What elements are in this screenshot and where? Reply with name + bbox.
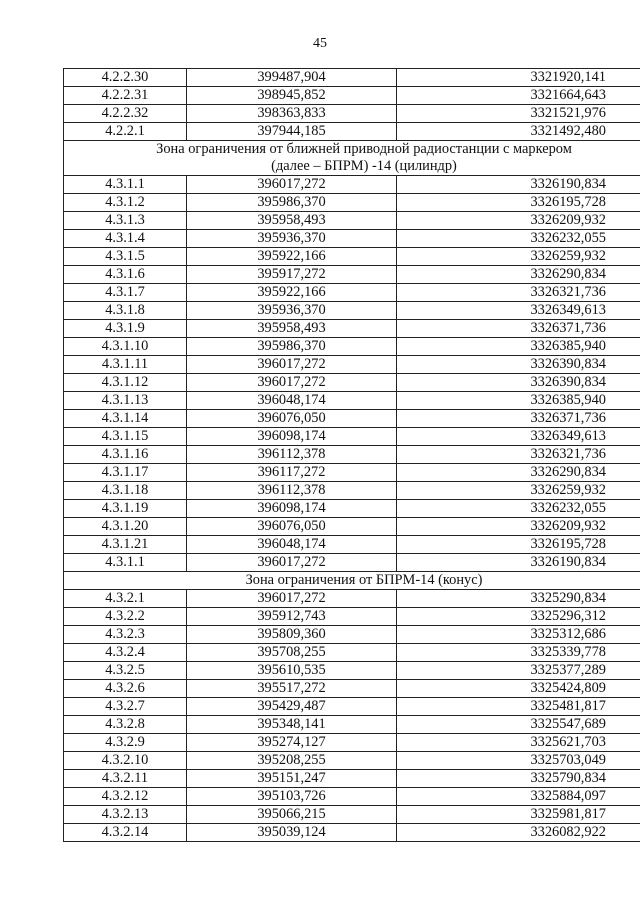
table-row [64,788,640,806]
table-row [64,482,640,500]
point-number-cell: 4.3.1.19 [64,500,187,518]
x-coordinate-cell: 395103,726 [187,788,397,806]
x-coordinate-cell: 395958,493 [187,320,397,338]
x-coordinate-cell: 395151,247 [187,770,397,788]
point-number-cell: 4.3.2.12 [64,788,187,806]
x-coordinate-cell: 395917,272 [187,266,397,284]
y-coordinate-cell: 3325703,049 [397,752,640,770]
table-row [64,500,640,518]
table-row [64,69,640,87]
table-row [64,644,640,662]
table-row [64,284,640,302]
point-number-cell: 4.3.1.13 [64,392,187,410]
page-number: 45 [313,36,327,51]
point-number-cell: 4.3.1.16 [64,446,187,464]
group-4-3-1-rows [64,176,640,572]
table-row [64,446,640,464]
y-coordinate-cell: 3326390,834 [397,356,640,374]
section-header-row [64,141,640,176]
section-title: Зона ограничения от БПРМ-14 (конус) [64,572,640,590]
x-coordinate-cell: 396017,272 [187,176,397,194]
point-number-cell: 4.3.2.2 [64,608,187,626]
x-coordinate-cell: 395912,743 [187,608,397,626]
y-coordinate-cell: 3326321,736 [397,446,640,464]
table-row [64,194,640,212]
x-coordinate-cell: 395958,493 [187,212,397,230]
table-row [64,734,640,752]
point-number-cell: 4.2.2.30 [64,69,187,87]
point-number-cell: 4.3.1.20 [64,518,187,536]
point-number-cell: 4.3.1.1 [64,554,187,572]
x-coordinate-cell: 395986,370 [187,338,397,356]
table-row [64,806,640,824]
x-coordinate-cell: 396112,378 [187,446,397,464]
x-coordinate-cell: 396017,272 [187,374,397,392]
y-coordinate-cell: 3321521,976 [397,105,640,123]
table-row [64,266,640,284]
y-coordinate-cell: 3326259,932 [397,248,640,266]
point-number-cell: 4.3.1.4 [64,230,187,248]
table-row [64,248,640,266]
point-number-cell: 4.2.2.31 [64,87,187,105]
point-number-cell: 4.3.1.15 [64,428,187,446]
table-row [64,338,640,356]
point-number-cell: 4.3.2.4 [64,644,187,662]
table-row [64,608,640,626]
y-coordinate-cell: 3325790,834 [397,770,640,788]
x-coordinate-cell: 395610,535 [187,662,397,680]
point-number-cell: 4.3.2.1 [64,590,187,608]
x-coordinate-cell: 396098,174 [187,500,397,518]
table-row [64,302,640,320]
point-number-cell: 4.3.1.7 [64,284,187,302]
point-number-cell: 4.3.2.10 [64,752,187,770]
table-row [64,374,640,392]
point-number-cell: 4.3.2.11 [64,770,187,788]
y-coordinate-cell: 3326349,613 [397,302,640,320]
y-coordinate-cell: 3326195,728 [397,194,640,212]
y-coordinate-cell: 3326321,736 [397,284,640,302]
coordinates-table [63,68,640,842]
y-coordinate-cell: 3326385,940 [397,338,640,356]
y-coordinate-cell: 3326385,940 [397,392,640,410]
section-bprm-cylinder [64,141,640,176]
y-coordinate-cell: 3326371,736 [397,320,640,338]
x-coordinate-cell: 395066,215 [187,806,397,824]
table-row [64,518,640,536]
section-title-line-2: (далее – БПРМ) -14 (цилиндр) [271,158,457,174]
x-coordinate-cell: 395208,255 [187,752,397,770]
table-row [64,320,640,338]
table-row [64,87,640,105]
point-number-cell: 4.3.1.1 [64,176,187,194]
y-coordinate-cell: 3325312,686 [397,626,640,644]
y-coordinate-cell: 3321920,141 [397,69,640,87]
table-row [64,428,640,446]
x-coordinate-cell: 396098,174 [187,428,397,446]
table-row [64,392,640,410]
group-4-2-2-rows [64,69,640,141]
x-coordinate-cell: 395936,370 [187,230,397,248]
table-row [64,626,640,644]
point-number-cell: 4.3.1.11 [64,356,187,374]
point-number-cell: 4.3.1.6 [64,266,187,284]
y-coordinate-cell: 3325290,834 [397,590,640,608]
table-row [64,176,640,194]
point-number-cell: 4.3.1.21 [64,536,187,554]
y-coordinate-cell: 3321664,643 [397,87,640,105]
point-number-cell: 4.3.1.5 [64,248,187,266]
point-number-cell: 4.3.1.12 [64,374,187,392]
y-coordinate-cell: 3325547,689 [397,716,640,734]
point-number-cell: 4.3.1.8 [64,302,187,320]
y-coordinate-cell: 3326190,834 [397,176,640,194]
point-number-cell: 4.2.2.32 [64,105,187,123]
y-coordinate-cell: 3326390,834 [397,374,640,392]
y-coordinate-cell: 3326290,834 [397,266,640,284]
point-number-cell: 4.3.2.9 [64,734,187,752]
x-coordinate-cell: 399487,904 [187,69,397,87]
x-coordinate-cell: 396048,174 [187,392,397,410]
point-number-cell: 4.3.2.5 [64,662,187,680]
x-coordinate-cell: 395429,487 [187,698,397,716]
x-coordinate-cell: 396017,272 [187,356,397,374]
table-row [64,410,640,428]
table-row [64,356,640,374]
x-coordinate-cell: 395039,124 [187,824,397,842]
x-coordinate-cell: 398363,833 [187,105,397,123]
y-coordinate-cell: 3326290,834 [397,464,640,482]
table-row [64,123,640,141]
point-number-cell: 4.3.1.9 [64,320,187,338]
point-number-cell: 4.3.2.7 [64,698,187,716]
table-row [64,464,640,482]
point-number-cell: 4.3.2.13 [64,806,187,824]
x-coordinate-cell: 395517,272 [187,680,397,698]
section-title-line-1: Зона ограничения от ближней приводной радиостанции с маркером [156,141,572,157]
table-row [64,554,640,572]
x-coordinate-cell: 396076,050 [187,410,397,428]
x-coordinate-cell: 396017,272 [187,554,397,572]
x-coordinate-cell: 396017,272 [187,590,397,608]
x-coordinate-cell: 395922,166 [187,248,397,266]
point-number-cell: 4.3.2.3 [64,626,187,644]
table-row [64,770,640,788]
y-coordinate-cell: 3326209,932 [397,212,640,230]
y-coordinate-cell: 3325981,817 [397,806,640,824]
point-number-cell: 4.3.2.14 [64,824,187,842]
y-coordinate-cell: 3326232,055 [397,230,640,248]
table-row [64,662,640,680]
section-title [64,141,640,176]
y-coordinate-cell: 3321492,480 [397,123,640,141]
x-coordinate-cell: 398945,852 [187,87,397,105]
group-4-3-2-rows [64,590,640,842]
x-coordinate-cell: 395936,370 [187,302,397,320]
table-row [64,680,640,698]
section-header-row [64,572,640,590]
x-coordinate-cell: 396112,378 [187,482,397,500]
table-row [64,105,640,123]
point-number-cell: 4.3.1.18 [64,482,187,500]
point-number-cell: 4.3.1.14 [64,410,187,428]
x-coordinate-cell: 396117,272 [187,464,397,482]
y-coordinate-cell: 3325339,778 [397,644,640,662]
x-coordinate-cell: 396076,050 [187,518,397,536]
y-coordinate-cell: 3326209,932 [397,518,640,536]
point-number-cell: 4.3.1.3 [64,212,187,230]
x-coordinate-cell: 395274,127 [187,734,397,752]
point-number-cell: 4.3.1.10 [64,338,187,356]
table-row [64,212,640,230]
x-coordinate-cell: 397944,185 [187,123,397,141]
table-row [64,590,640,608]
table-row [64,536,640,554]
y-coordinate-cell: 3326259,932 [397,482,640,500]
y-coordinate-cell: 3326349,613 [397,428,640,446]
table-row [64,716,640,734]
table-row [64,752,640,770]
y-coordinate-cell: 3326190,834 [397,554,640,572]
table-row [64,698,640,716]
y-coordinate-cell: 3325296,312 [397,608,640,626]
y-coordinate-cell: 3325621,703 [397,734,640,752]
x-coordinate-cell: 396048,174 [187,536,397,554]
y-coordinate-cell: 3326371,736 [397,410,640,428]
x-coordinate-cell: 395809,360 [187,626,397,644]
y-coordinate-cell: 3325884,097 [397,788,640,806]
x-coordinate-cell: 395348,141 [187,716,397,734]
x-coordinate-cell: 395986,370 [187,194,397,212]
x-coordinate-cell: 395922,166 [187,284,397,302]
point-number-cell: 4.3.2.6 [64,680,187,698]
section-bprm-cone [64,572,640,590]
y-coordinate-cell: 3326082,922 [397,824,640,842]
table-row [64,824,640,842]
point-number-cell: 4.3.1.2 [64,194,187,212]
x-coordinate-cell: 395708,255 [187,644,397,662]
y-coordinate-cell: 3325481,817 [397,698,640,716]
point-number-cell: 4.3.2.8 [64,716,187,734]
point-number-cell: 4.3.1.17 [64,464,187,482]
y-coordinate-cell: 3325377,289 [397,662,640,680]
y-coordinate-cell: 3325424,809 [397,680,640,698]
table-row [64,230,640,248]
y-coordinate-cell: 3326195,728 [397,536,640,554]
y-coordinate-cell: 3326232,055 [397,500,640,518]
point-number-cell: 4.2.2.1 [64,123,187,141]
